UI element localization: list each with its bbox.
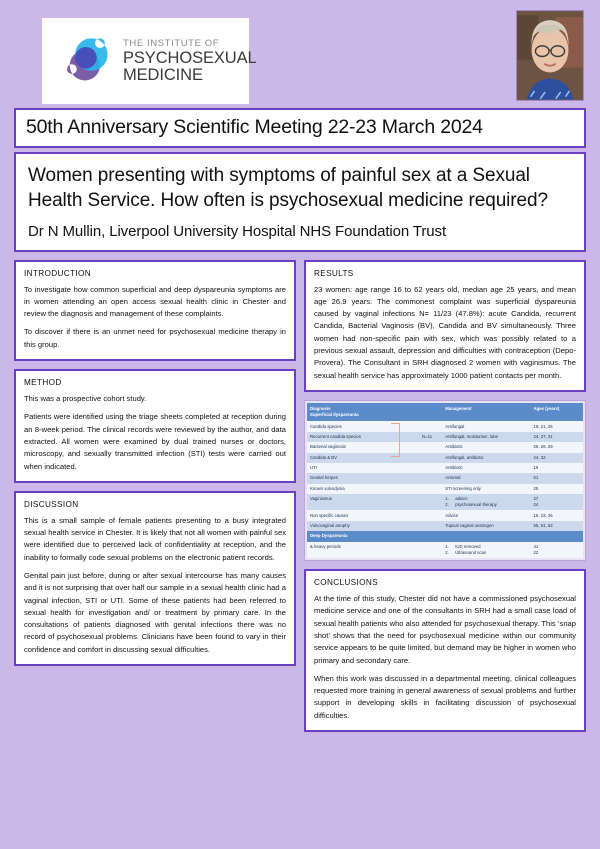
cell-management: Antibiotic — [442, 463, 530, 473]
cell-n — [412, 542, 442, 558]
management-list-item: 1. IUD removed — [445, 543, 481, 549]
table-row — [307, 442, 583, 452]
poster-header — [0, 0, 600, 108]
poster-title: Women presenting with symptoms of painful sex at a Sexual Health Service. How often is psychosexual medicine required? — [28, 165, 548, 212]
table-row — [307, 494, 583, 510]
poster-author: Dr N Mullin, Liverpool University Hospital NHS Foundation Trust — [28, 222, 447, 240]
table-row — [307, 432, 583, 442]
poster-body — [0, 252, 600, 733]
header-diagnosis-line2: Superficial dyspareunia — [310, 412, 359, 418]
title-banner — [14, 152, 586, 252]
cell-management: Advice — [442, 510, 530, 520]
cell-ages — [531, 494, 583, 510]
conclusions-paragraph-1: At the time of this study, Chester did not have a commissioned psychosexual medicine service and one of the consultants in SRH had a small case load of sexual health patients who also attended for psychosexual therapy. This ‘snap shot’ shows that the need for psychosexual medicine within our community service appears to be quite limited, but demand may be higher in women who primary and secondary care. — [314, 594, 576, 665]
method-paragraph-1: This was a prospective cohort study. — [24, 394, 147, 404]
cell-management — [442, 542, 530, 558]
discussion-paragraph-1: This is a small sample of female patients presenting to a busy integrated sexual health service in Chester. It is likely that not all women with painful sex were identified due to perceived lack of confidentiality at reception, and the inability to formally code sexual problems on the electronic patient records. — [24, 515, 286, 562]
table-row — [307, 521, 583, 531]
method-panel — [14, 369, 296, 483]
cell-diagnosis: Bacterial vaginosis — [307, 442, 412, 452]
method-paragraph-2: Patients were identified using the triage sheets completed at reception during an 8-week period. The clinical records were reviewed by the author, and data extracted. All women were examined by dual trained nurses or doctors, microscopy, and sexually transmitted infection (STI) tests were carried out when indicated. — [24, 412, 286, 471]
cell-n — [412, 521, 442, 531]
cell-management — [442, 494, 530, 510]
cell-ages: 25 — [531, 484, 583, 494]
author-portrait-photo — [516, 10, 584, 101]
logo-line-1: THE INSTITUTE OF — [123, 37, 220, 49]
cell-n — [412, 510, 442, 520]
cell-diagnosis: Deep Dyspareunia — [307, 531, 412, 541]
table-row — [307, 484, 583, 494]
table-row — [307, 421, 583, 431]
cell-ages: 25, 26, 29 — [531, 442, 583, 452]
conclusions-paragraph-2: When this work was discussed in a departmental meeting, clinical colleagues requested more training in general awareness of sexual problems and further support in developing skills in facilitating discussion of psychosexual difficulties. — [314, 673, 576, 720]
cell-diagnosis: Candida species — [307, 421, 412, 431]
introduction-heading: INTRODUCTION — [24, 268, 91, 278]
cell-n — [412, 442, 442, 452]
diagnosis-management-table — [307, 403, 583, 558]
table-row — [307, 531, 583, 541]
cell-diagnosis: & heavy periods — [307, 542, 412, 558]
header-diagnosis — [307, 403, 412, 421]
right-column — [304, 260, 586, 733]
cell-diagnosis: Genital herpes — [307, 473, 412, 483]
psychosexual-medicine-logo-icon — [60, 34, 114, 88]
cell-n: N=11 — [412, 432, 442, 442]
cell-ages — [531, 531, 583, 541]
table-row — [307, 453, 583, 463]
age-value: 24 — [533, 502, 539, 508]
cell-ages: 18, 21, 25 — [531, 421, 583, 431]
header-diagnosis-line1: Diagnosis — [310, 405, 331, 411]
discussion-heading: DISCUSSION — [24, 499, 79, 509]
institute-logo — [42, 18, 257, 104]
cell-management: STI screening only — [442, 484, 530, 494]
cell-ages: 24, 32 — [531, 453, 583, 463]
age-value: 41 — [533, 543, 539, 549]
cell-diagnosis: Candida & BV — [307, 453, 412, 463]
cell-management: Antiviral — [442, 473, 530, 483]
cell-n — [412, 484, 442, 494]
cell-n — [412, 453, 442, 463]
conclusions-heading: CONCLUSIONS — [314, 578, 378, 588]
cell-management: Antifungal — [442, 421, 530, 431]
cell-n — [412, 463, 442, 473]
results-heading: RESULTS — [314, 268, 354, 278]
management-list-item: 2. Ultrasound scan — [445, 549, 487, 555]
cell-n — [412, 494, 442, 510]
logo-line-2: PSYCHOSEXUAL — [123, 49, 257, 68]
cell-ages — [531, 542, 583, 558]
discussion-paragraph-2: Genital pain just before, during or after sexual intercourse has many causes and it is not surprising that over half our sample in a sexual health clinic had a vaginal infection, STI or UTI. Some of these patients had been referred to sexual health for investigation and/ or treatment by primary care. In the consultations of patients diagnosed with genital infections there was no record of psychosexual problems. Clinicians have been found to vary in their confidence and comfort in discussing sexual difficulties. — [24, 570, 286, 654]
results-paragraph-1: 23 women: age range 16 to 62 years old, median age 25 years, and mean age 26.9 years. The commonest complaint was superficial dyspareunia caused by vaginal infections N= 11/23 (47.8%): acute Candida, recurrent Candida, Bacterial Vaginosis (BV), Candida and BV simultaneously. Three women had non-specific pain with sex, which was possibly related to a previous sexual assault, depression and difficulties with contraception (Depo-Provera). The Consultant in SRH diagnosed 2 women with vaginismus. The sexual health service has approximately 1000 patient contacts per month. — [314, 284, 576, 380]
conclusions-panel — [304, 569, 586, 732]
table-header-row — [307, 403, 583, 421]
header-n — [412, 403, 442, 421]
age-value: 27 — [533, 496, 539, 502]
table-row — [307, 510, 583, 520]
management-list-item: 1. advice — [445, 496, 468, 502]
cell-management: Topical vaginal oestrogen — [442, 521, 530, 531]
cell-diagnosis: Vaginismus — [307, 494, 412, 510]
header-management: Management — [442, 403, 530, 421]
cell-diagnosis: Vulvovaginal atrophy — [307, 521, 412, 531]
cell-ages: 61 — [531, 473, 583, 483]
introduction-panel — [14, 260, 296, 361]
cell-ages: 55, 61, 62 — [531, 521, 583, 531]
cell-diagnosis: Known vulvodynia — [307, 484, 412, 494]
cell-ages: 19 — [531, 463, 583, 473]
cell-diagnosis: Non specific causes — [307, 510, 412, 520]
cell-n — [412, 473, 442, 483]
cell-management: Antifungal, antibiotic — [442, 453, 530, 463]
meeting-banner: 50th Anniversary Scientific Meeting 22-23 March 2024 — [14, 108, 586, 148]
cell-n — [412, 421, 442, 431]
management-list-item: 2. psychosexual therapy — [445, 502, 497, 508]
results-panel — [304, 260, 586, 392]
table-body — [307, 421, 583, 558]
cell-management: Antibiotic — [442, 442, 530, 452]
cell-management — [442, 531, 530, 541]
table-row — [307, 473, 583, 483]
diagnosis-table-container — [304, 400, 586, 561]
cell-ages: 24, 27, 31 — [531, 432, 583, 442]
table-row — [307, 542, 583, 558]
cell-management: Antifungal, moisturiser, lube — [442, 432, 530, 442]
table-row — [307, 463, 583, 473]
introduction-paragraph-1: To investigate how common superficial and deep dyspareunia symptoms are in women attending an open access sexual health clinic in Chester and review the diagnosis and management of these complaints. — [24, 284, 286, 319]
logo-wordmark — [123, 39, 257, 84]
age-value: 22 — [533, 549, 539, 555]
header-ages: Ages (years) — [531, 403, 583, 421]
left-column — [14, 260, 296, 733]
introduction-paragraph-2: To discover if there is an unmet need for psychosexual medicine therapy in this group. — [24, 327, 286, 349]
cell-diagnosis: Recurrent candida species — [307, 432, 412, 442]
cell-ages: 16, 23, 26 — [531, 510, 583, 520]
cell-n — [412, 531, 442, 541]
discussion-panel — [14, 491, 296, 666]
logo-line-3: MEDICINE — [123, 65, 203, 84]
method-heading: METHOD — [24, 378, 62, 388]
cell-diagnosis: UTI — [307, 463, 412, 473]
